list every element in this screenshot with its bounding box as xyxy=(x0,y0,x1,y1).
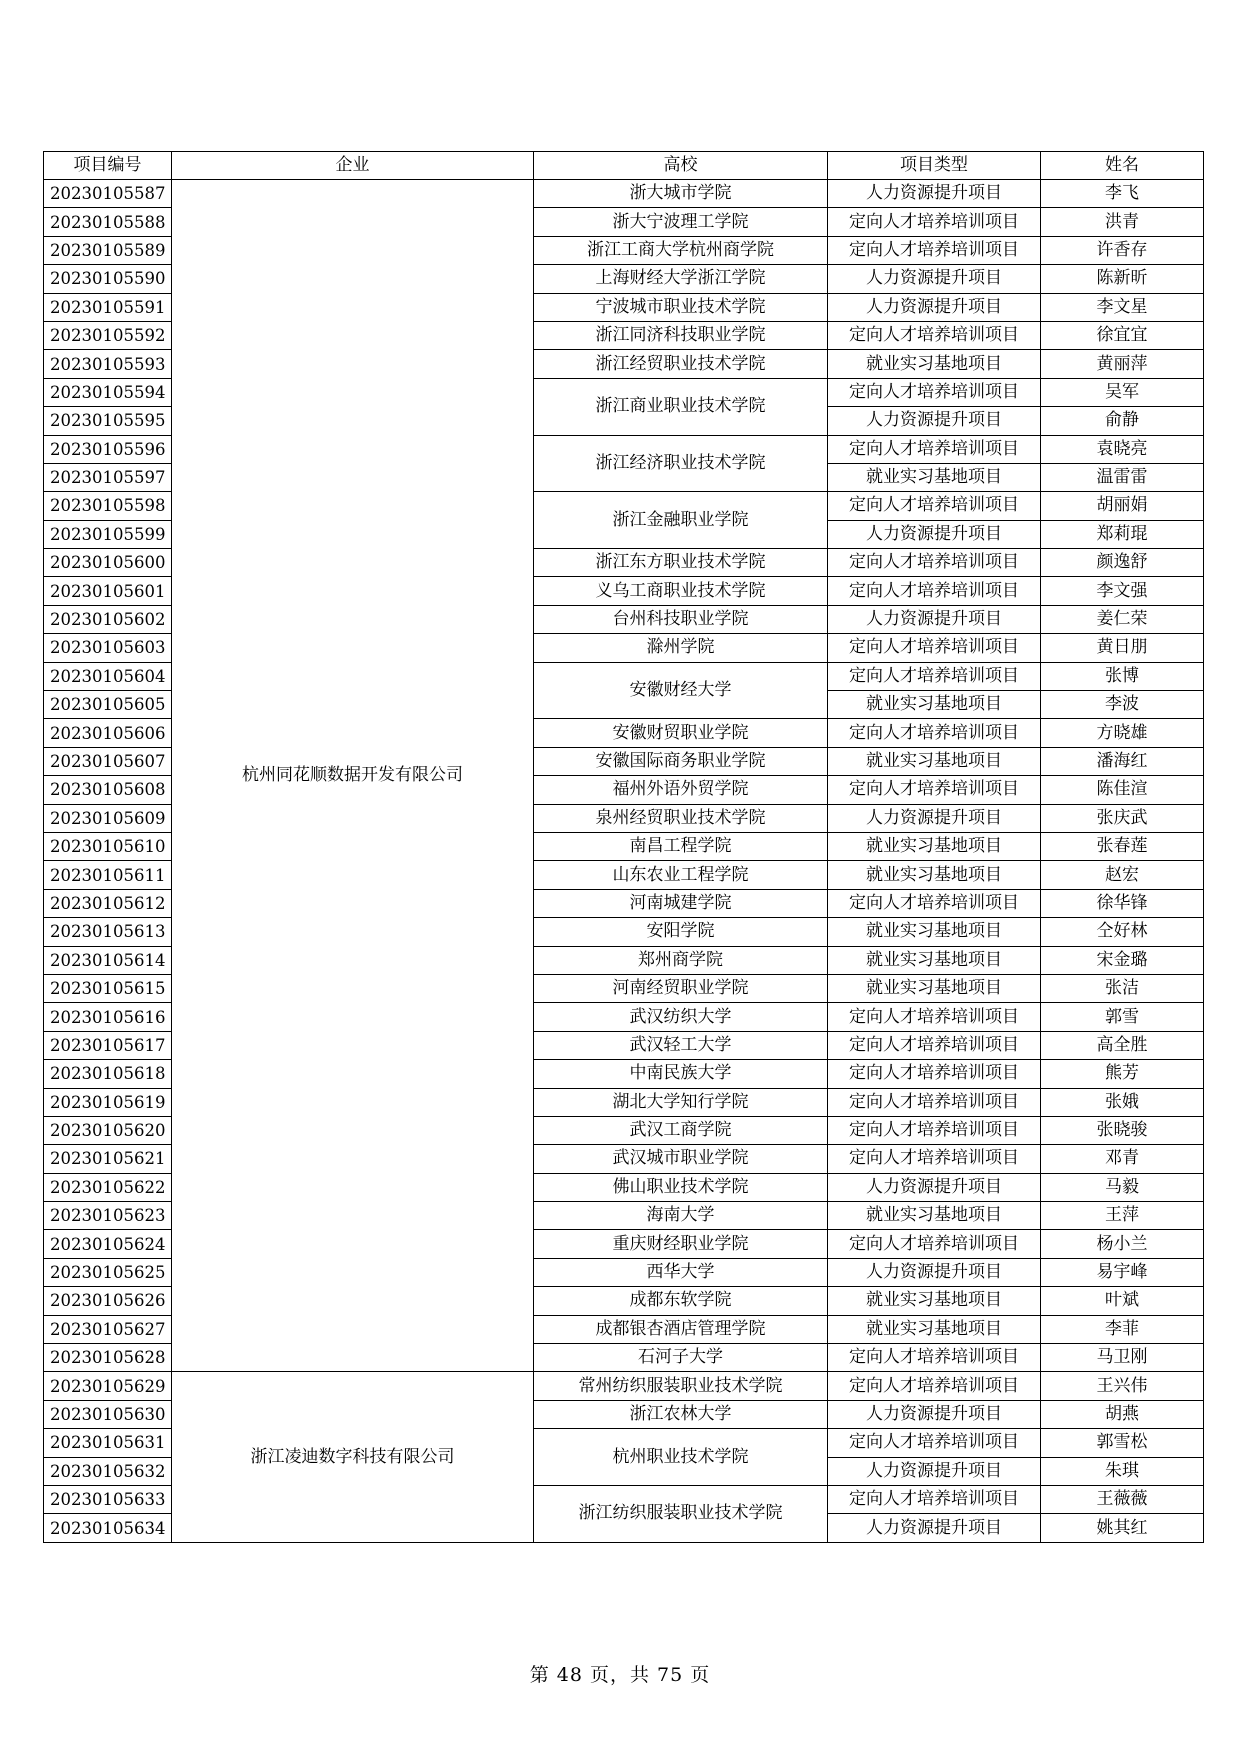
project-id-cell: 20230105629 xyxy=(44,1372,172,1400)
project-id-cell: 20230105626 xyxy=(44,1287,172,1315)
person-name-cell: 朱琪 xyxy=(1041,1457,1204,1485)
person-name-cell: 杨小兰 xyxy=(1041,1230,1204,1258)
university-cell: 武汉城市职业学院 xyxy=(534,1145,828,1173)
project-id-cell: 20230105612 xyxy=(44,889,172,917)
person-name-cell: 仝好林 xyxy=(1041,918,1204,946)
person-name-cell: 郑莉琨 xyxy=(1041,520,1204,548)
person-name-cell: 马卫刚 xyxy=(1041,1344,1204,1372)
project-id-cell: 20230105608 xyxy=(44,776,172,804)
university-cell: 福州外语外贸学院 xyxy=(534,776,828,804)
university-cell: 南昌工程学院 xyxy=(534,832,828,860)
project-type-cell: 定向人才培养培训项目 xyxy=(828,1031,1041,1059)
project-type-cell: 定向人才培养培训项目 xyxy=(828,1429,1041,1457)
university-cell: 武汉工商学院 xyxy=(534,1116,828,1144)
university-cell: 佛山职业技术学院 xyxy=(534,1173,828,1201)
person-name-cell: 许香存 xyxy=(1041,236,1204,264)
person-name-cell: 姚其红 xyxy=(1041,1514,1204,1542)
person-name-cell: 郭雪松 xyxy=(1041,1429,1204,1457)
project-table xyxy=(43,151,1204,1543)
university-cell: 浙江纺织服装职业技术学院 xyxy=(534,1485,828,1542)
university-cell: 浙江经贸职业技术学院 xyxy=(534,350,828,378)
person-name-cell: 温雷雷 xyxy=(1041,463,1204,491)
person-name-cell: 邓青 xyxy=(1041,1145,1204,1173)
project-type-cell: 人力资源提升项目 xyxy=(828,520,1041,548)
university-cell: 成都银杏酒店管理学院 xyxy=(534,1315,828,1343)
project-id-cell: 20230105607 xyxy=(44,747,172,775)
project-id-cell: 20230105634 xyxy=(44,1514,172,1542)
university-cell: 浙江工商大学杭州商学院 xyxy=(534,236,828,264)
project-id-cell: 20230105602 xyxy=(44,605,172,633)
project-id-cell: 20230105588 xyxy=(44,208,172,236)
project-type-cell: 定向人才培养培训项目 xyxy=(828,1145,1041,1173)
project-id-cell: 20230105615 xyxy=(44,974,172,1002)
header-company: 企业 xyxy=(172,152,534,180)
project-type-cell: 定向人才培养培训项目 xyxy=(828,889,1041,917)
project-id-cell: 20230105601 xyxy=(44,577,172,605)
university-cell: 西华大学 xyxy=(534,1258,828,1286)
university-cell: 杭州职业技术学院 xyxy=(534,1429,828,1486)
university-cell: 泉州经贸职业技术学院 xyxy=(534,804,828,832)
project-id-cell: 20230105597 xyxy=(44,463,172,491)
person-name-cell: 高全胜 xyxy=(1041,1031,1204,1059)
project-id-cell: 20230105623 xyxy=(44,1202,172,1230)
person-name-cell: 易宇峰 xyxy=(1041,1258,1204,1286)
university-cell: 武汉纺织大学 xyxy=(534,1003,828,1031)
university-cell: 安徽财贸职业学院 xyxy=(534,719,828,747)
university-cell: 郑州商学院 xyxy=(534,946,828,974)
university-cell: 山东农业工程学院 xyxy=(534,861,828,889)
project-id-cell: 20230105633 xyxy=(44,1485,172,1513)
project-type-cell: 就业实习基地项目 xyxy=(828,350,1041,378)
project-type-cell: 人力资源提升项目 xyxy=(828,605,1041,633)
person-name-cell: 张娥 xyxy=(1041,1088,1204,1116)
person-name-cell: 李菲 xyxy=(1041,1315,1204,1343)
project-type-cell: 人力资源提升项目 xyxy=(828,293,1041,321)
person-name-cell: 王萍 xyxy=(1041,1202,1204,1230)
university-cell: 浙江农林大学 xyxy=(534,1400,828,1428)
project-type-cell: 定向人才培养培训项目 xyxy=(828,1088,1041,1116)
project-type-cell: 定向人才培养培训项目 xyxy=(828,776,1041,804)
project-type-cell: 就业实习基地项目 xyxy=(828,918,1041,946)
project-id-cell: 20230105589 xyxy=(44,236,172,264)
project-id-cell: 20230105617 xyxy=(44,1031,172,1059)
project-id-cell: 20230105619 xyxy=(44,1088,172,1116)
project-id-cell: 20230105620 xyxy=(44,1116,172,1144)
person-name-cell: 郭雪 xyxy=(1041,1003,1204,1031)
university-cell: 河南经贸职业学院 xyxy=(534,974,828,1002)
project-type-cell: 定向人才培养培训项目 xyxy=(828,435,1041,463)
person-name-cell: 宋金璐 xyxy=(1041,946,1204,974)
project-id-cell: 20230105618 xyxy=(44,1060,172,1088)
project-type-cell: 人力资源提升项目 xyxy=(828,407,1041,435)
university-cell: 浙江商业职业技术学院 xyxy=(534,378,828,435)
project-type-cell: 定向人才培养培训项目 xyxy=(828,1003,1041,1031)
person-name-cell: 袁晓亮 xyxy=(1041,435,1204,463)
project-type-cell: 定向人才培养培训项目 xyxy=(828,1060,1041,1088)
project-type-cell: 人力资源提升项目 xyxy=(828,1400,1041,1428)
project-type-cell: 人力资源提升项目 xyxy=(828,1173,1041,1201)
project-id-cell: 20230105627 xyxy=(44,1315,172,1343)
university-cell: 宁波城市职业技术学院 xyxy=(534,293,828,321)
project-id-cell: 20230105604 xyxy=(44,662,172,690)
project-type-cell: 就业实习基地项目 xyxy=(828,974,1041,1002)
project-id-cell: 20230105593 xyxy=(44,350,172,378)
university-cell: 上海财经大学浙江学院 xyxy=(534,265,828,293)
person-name-cell: 李波 xyxy=(1041,691,1204,719)
university-cell: 浙大城市学院 xyxy=(534,180,828,208)
person-name-cell: 黄丽萍 xyxy=(1041,350,1204,378)
project-id-cell: 20230105610 xyxy=(44,832,172,860)
project-type-cell: 定向人才培养培训项目 xyxy=(828,577,1041,605)
person-name-cell: 李文强 xyxy=(1041,577,1204,605)
project-id-cell: 20230105590 xyxy=(44,265,172,293)
project-type-cell: 就业实习基地项目 xyxy=(828,861,1041,889)
university-cell: 武汉轻工大学 xyxy=(534,1031,828,1059)
project-id-cell: 20230105605 xyxy=(44,691,172,719)
project-id-cell: 20230105592 xyxy=(44,321,172,349)
person-name-cell: 李飞 xyxy=(1041,180,1204,208)
university-cell: 浙江同济科技职业学院 xyxy=(534,321,828,349)
project-id-cell: 20230105630 xyxy=(44,1400,172,1428)
project-id-cell: 20230105596 xyxy=(44,435,172,463)
project-type-cell: 人力资源提升项目 xyxy=(828,180,1041,208)
header-university: 高校 xyxy=(534,152,828,180)
person-name-cell: 姜仁荣 xyxy=(1041,605,1204,633)
university-cell: 湖北大学知行学院 xyxy=(534,1088,828,1116)
person-name-cell: 王薇薇 xyxy=(1041,1485,1204,1513)
table-row xyxy=(44,1372,1204,1400)
project-id-cell: 20230105616 xyxy=(44,1003,172,1031)
project-id-cell: 20230105594 xyxy=(44,378,172,406)
person-name-cell: 张博 xyxy=(1041,662,1204,690)
project-type-cell: 定向人才培养培训项目 xyxy=(828,236,1041,264)
project-type-cell: 定向人才培养培训项目 xyxy=(828,208,1041,236)
project-id-cell: 20230105613 xyxy=(44,918,172,946)
project-type-cell: 定向人才培养培训项目 xyxy=(828,1116,1041,1144)
project-id-cell: 20230105631 xyxy=(44,1429,172,1457)
person-name-cell: 张庆武 xyxy=(1041,804,1204,832)
person-name-cell: 胡燕 xyxy=(1041,1400,1204,1428)
project-type-cell: 就业实习基地项目 xyxy=(828,463,1041,491)
person-name-cell: 俞静 xyxy=(1041,407,1204,435)
project-id-cell: 20230105599 xyxy=(44,520,172,548)
university-cell: 成都东软学院 xyxy=(534,1287,828,1315)
project-type-cell: 定向人才培养培训项目 xyxy=(828,1372,1041,1400)
person-name-cell: 方晓雄 xyxy=(1041,719,1204,747)
university-cell: 浙江东方职业技术学院 xyxy=(534,549,828,577)
project-type-cell: 人力资源提升项目 xyxy=(828,1457,1041,1485)
project-id-cell: 20230105628 xyxy=(44,1344,172,1372)
project-id-cell: 20230105622 xyxy=(44,1173,172,1201)
project-type-cell: 就业实习基地项目 xyxy=(828,832,1041,860)
project-type-cell: 人力资源提升项目 xyxy=(828,265,1041,293)
university-cell: 滁州学院 xyxy=(534,634,828,662)
person-name-cell: 陈佳渲 xyxy=(1041,776,1204,804)
person-name-cell: 黄日朋 xyxy=(1041,634,1204,662)
person-name-cell: 熊芳 xyxy=(1041,1060,1204,1088)
person-name-cell: 赵宏 xyxy=(1041,861,1204,889)
project-type-cell: 定向人才培养培训项目 xyxy=(828,1485,1041,1513)
project-type-cell: 人力资源提升项目 xyxy=(828,804,1041,832)
university-cell: 台州科技职业学院 xyxy=(534,605,828,633)
person-name-cell: 李文星 xyxy=(1041,293,1204,321)
university-cell: 中南民族大学 xyxy=(534,1060,828,1088)
person-name-cell: 马毅 xyxy=(1041,1173,1204,1201)
university-cell: 义乌工商职业技术学院 xyxy=(534,577,828,605)
person-name-cell: 徐华锋 xyxy=(1041,889,1204,917)
project-type-cell: 就业实习基地项目 xyxy=(828,946,1041,974)
project-id-cell: 20230105595 xyxy=(44,407,172,435)
project-id-cell: 20230105603 xyxy=(44,634,172,662)
company-cell: 杭州同花顺数据开发有限公司 xyxy=(172,180,534,1372)
project-type-cell: 就业实习基地项目 xyxy=(828,691,1041,719)
university-cell: 安徽财经大学 xyxy=(534,662,828,719)
project-id-cell: 20230105625 xyxy=(44,1258,172,1286)
person-name-cell: 叶斌 xyxy=(1041,1287,1204,1315)
header-name: 姓名 xyxy=(1041,152,1204,180)
project-id-cell: 20230105598 xyxy=(44,492,172,520)
university-cell: 石河子大学 xyxy=(534,1344,828,1372)
university-cell: 浙江经济职业技术学院 xyxy=(534,435,828,492)
table-row xyxy=(44,180,1204,208)
project-type-cell: 就业实习基地项目 xyxy=(828,1202,1041,1230)
project-id-cell: 20230105591 xyxy=(44,293,172,321)
project-id-cell: 20230105632 xyxy=(44,1457,172,1485)
project-type-cell: 定向人才培养培训项目 xyxy=(828,378,1041,406)
person-name-cell: 胡丽娟 xyxy=(1041,492,1204,520)
project-id-cell: 20230105621 xyxy=(44,1145,172,1173)
project-id-cell: 20230105606 xyxy=(44,719,172,747)
university-cell: 安徽国际商务职业学院 xyxy=(534,747,828,775)
project-type-cell: 就业实习基地项目 xyxy=(828,1315,1041,1343)
project-type-cell: 定向人才培养培训项目 xyxy=(828,719,1041,747)
project-type-cell: 就业实习基地项目 xyxy=(828,1287,1041,1315)
header-row xyxy=(44,152,1204,180)
header-project-id: 项目编号 xyxy=(44,152,172,180)
company-cell: 浙江凌迪数字科技有限公司 xyxy=(172,1372,534,1542)
project-type-cell: 人力资源提升项目 xyxy=(828,1258,1041,1286)
header-project-type: 项目类型 xyxy=(828,152,1041,180)
person-name-cell: 陈新昕 xyxy=(1041,265,1204,293)
university-cell: 安阳学院 xyxy=(534,918,828,946)
person-name-cell: 潘海红 xyxy=(1041,747,1204,775)
person-name-cell: 张洁 xyxy=(1041,974,1204,1002)
project-id-cell: 20230105587 xyxy=(44,180,172,208)
person-name-cell: 张春莲 xyxy=(1041,832,1204,860)
university-cell: 常州纺织服装职业技术学院 xyxy=(534,1372,828,1400)
project-id-cell: 20230105600 xyxy=(44,549,172,577)
project-type-cell: 定向人才培养培训项目 xyxy=(828,662,1041,690)
university-cell: 浙江金融职业学院 xyxy=(534,492,828,549)
university-cell: 重庆财经职业学院 xyxy=(534,1230,828,1258)
page-footer: 第 48 页，共 75 页 xyxy=(529,1664,711,1686)
project-type-cell: 定向人才培养培训项目 xyxy=(828,549,1041,577)
project-id-cell: 20230105614 xyxy=(44,946,172,974)
university-cell: 浙大宁波理工学院 xyxy=(534,208,828,236)
project-id-cell: 20230105611 xyxy=(44,861,172,889)
project-type-cell: 定向人才培养培训项目 xyxy=(828,1344,1041,1372)
project-type-cell: 定向人才培养培训项目 xyxy=(828,492,1041,520)
person-name-cell: 吴军 xyxy=(1041,378,1204,406)
project-type-cell: 人力资源提升项目 xyxy=(828,1514,1041,1542)
table-body xyxy=(44,180,1204,1543)
person-name-cell: 徐宜宜 xyxy=(1041,321,1204,349)
project-type-cell: 定向人才培养培训项目 xyxy=(828,634,1041,662)
project-type-cell: 就业实习基地项目 xyxy=(828,747,1041,775)
person-name-cell: 王兴伟 xyxy=(1041,1372,1204,1400)
university-cell: 河南城建学院 xyxy=(534,889,828,917)
person-name-cell: 张晓骏 xyxy=(1041,1116,1204,1144)
project-id-cell: 20230105624 xyxy=(44,1230,172,1258)
university-cell: 海南大学 xyxy=(534,1202,828,1230)
person-name-cell: 洪青 xyxy=(1041,208,1204,236)
project-id-cell: 20230105609 xyxy=(44,804,172,832)
project-type-cell: 定向人才培养培训项目 xyxy=(828,1230,1041,1258)
project-type-cell: 定向人才培养培训项目 xyxy=(828,321,1041,349)
person-name-cell: 颜逸舒 xyxy=(1041,549,1204,577)
